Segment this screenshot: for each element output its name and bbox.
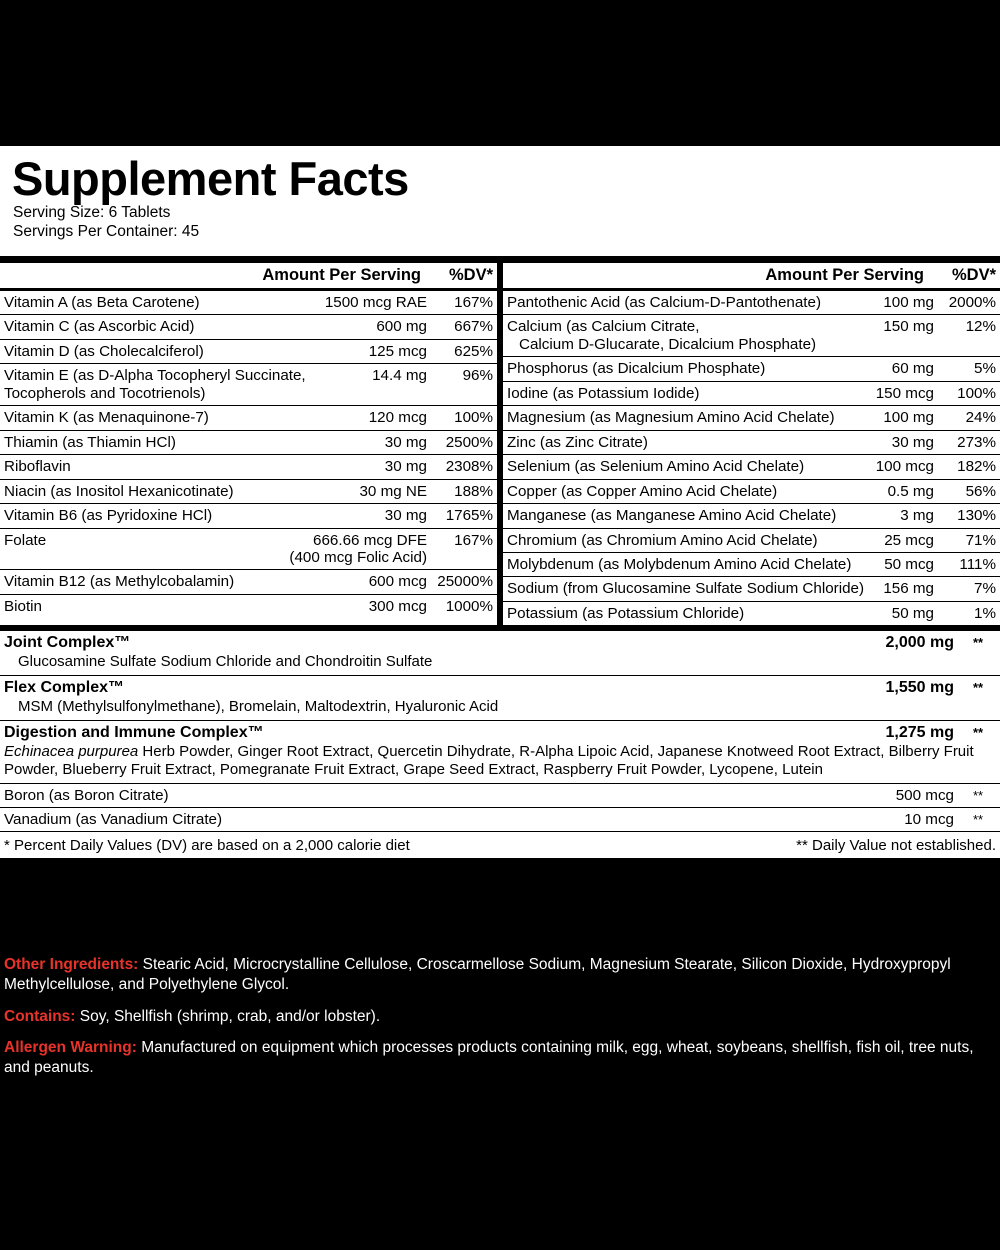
nutrient-dv: ** (972, 812, 984, 828)
blend-name: Digestion and Immune Complex™ (4, 724, 264, 742)
nutrient-name-line2: Tocopherols and Tocotrienols) (4, 384, 206, 402)
nutrient-dv: 2500% (445, 433, 493, 451)
nutrient-dv: 182% (957, 458, 996, 476)
footnotes (0, 832, 1000, 858)
nutrient-amount: 600 mcg (368, 573, 427, 591)
nutrient-amount: 600 mg (376, 318, 427, 336)
table-row (0, 455, 497, 479)
nutrient-dv: 100% (957, 384, 996, 402)
table-row (0, 406, 497, 430)
nutrient-amount: 50 mcg (884, 556, 934, 574)
nutrient-amount: 120 mcg (368, 409, 427, 427)
nutrient-dv: 1000% (445, 597, 493, 615)
nutrient-dv: 1% (974, 604, 996, 622)
nutrient-name: Vanadium (as Vanadium Citrate) (4, 811, 223, 829)
table-row-boron (0, 784, 1000, 808)
nutrient-dv: 625% (454, 342, 493, 360)
nutrient-dv: 56% (965, 482, 996, 500)
blend-amount: 1,275 mg (885, 724, 954, 742)
blend-amount: 1,550 mg (885, 679, 954, 697)
nutrient-column-right (503, 263, 1000, 626)
nutrient-amount-line2: (400 mcg Folic Acid) (289, 549, 427, 567)
nutrient-name (507, 318, 883, 353)
nutrient-name: Biotin (4, 597, 42, 615)
header-amount-per-serving: Amount Per Serving (262, 265, 421, 284)
blend-dv: ** (972, 725, 984, 741)
header-amount-per-serving: Amount Per Serving (765, 265, 924, 284)
table-row (0, 431, 497, 455)
blend-ingredients: Glucosamine Sulfate Sodium Chloride and Chondroitin Sulfate (18, 653, 433, 671)
table-row (0, 340, 497, 364)
nutrient-dv: 2308% (445, 458, 493, 476)
table-row (0, 315, 497, 339)
allergen-warning-text: Manufactured on equipment which processes products containing milk, egg, wheat, soybeans, shellfish, fish oil, tree nuts, and peanuts. (4, 1039, 974, 1077)
nutrient-amount: 150 mg (883, 318, 934, 336)
nutrient-dv: 111% (959, 556, 996, 574)
nutrient-amount: 100 mg (883, 293, 934, 311)
nutrient-name-line2: Calcium D-Glucarate, Dicalcium Phosphate) (519, 335, 817, 353)
nutrient-name: Vitamin B6 (as Pyridoxine HCl) (4, 507, 213, 525)
servings-per-container: Servings Per Container: 45 (13, 222, 200, 240)
nutrient-dv: 167% (454, 531, 493, 549)
nutrient-name: Selenium (as Selenium Amino Acid Chelate) (507, 458, 805, 476)
nutrient-amount: 30 mg (384, 507, 427, 525)
table-row (503, 357, 1000, 381)
nutrient-amount: 50 mg (891, 604, 934, 622)
nutrient-name: Vitamin A (as Beta Carotene) (4, 293, 200, 311)
nutrient-dv: 5% (974, 360, 996, 378)
table-row (0, 480, 497, 504)
nutrient-name: Molybdenum (as Molybdenum Amino Acid Chelate) (507, 556, 852, 574)
nutrient-name-line1: Vitamin E (as D-Alpha Tocopheryl Succinate, (4, 367, 306, 385)
table-row (503, 455, 1000, 479)
serving-size: Serving Size: 6 Tablets (13, 204, 171, 222)
nutrient-name: Vitamin C (as Ascorbic Acid) (4, 318, 195, 336)
nutrient-dv: 1765% (445, 507, 493, 525)
nutrient-dv: 2000% (948, 293, 996, 311)
nutrient-dv: ** (972, 788, 984, 804)
blend-name: Flex Complex™ (4, 679, 125, 697)
table-row (503, 406, 1000, 430)
nutrient-name: Potassium (as Potassium Chloride) (507, 604, 745, 622)
blend-dv: ** (972, 680, 984, 696)
blend-name: Joint Complex™ (4, 634, 131, 652)
nutrient-name: Folate (4, 531, 47, 549)
nutrient-name: Chromium (as Chromium Amino Acid Chelate) (507, 531, 818, 549)
nutrient-amount: 30 mg (891, 433, 934, 451)
nutrient-amount: 150 mcg (875, 384, 934, 402)
nutrient-dv: 7% (974, 580, 996, 598)
nutrient-amount: 100 mcg (875, 458, 934, 476)
contains-text: Soy, Shellfish (shrimp, crab, and/or lobster). (75, 1007, 381, 1025)
nutrient-amount: 3 mg (900, 507, 934, 525)
header-percent-dv: %DV* (951, 265, 996, 284)
nutrient-name: Pantothenic Acid (as Calcium-D-Pantothenate) (507, 293, 822, 311)
nutrient-name: Riboflavin (4, 458, 71, 476)
blend-ingredients: MSM (Methylsulfonylmethane), Bromelain, Maltodextrin, Hyaluronic Acid (18, 698, 499, 716)
blend-dv: ** (972, 635, 984, 651)
page-title: Supplement Facts (12, 152, 409, 205)
nutrient-dv: 71% (965, 531, 996, 549)
nutrient-dv: 24% (965, 409, 996, 427)
blend-header (4, 634, 996, 652)
nutrient-amount (289, 532, 431, 567)
header-percent-dv: %DV* (448, 265, 493, 284)
blend-row-flex-complex (0, 676, 1000, 721)
nutrient-amount: 14.4 mg (372, 367, 427, 385)
other-ingredients-block (4, 955, 996, 995)
footnote-dv-not-established: ** Daily Value not established. (796, 837, 996, 855)
table-row (0, 364, 497, 406)
nutrient-name: Boron (as Boron Citrate) (4, 787, 169, 805)
nutrient-amount: 25 mcg (884, 531, 934, 549)
table-row (503, 602, 1000, 625)
nutrient-amount: 0.5 mg (887, 482, 934, 500)
contains-block (4, 1007, 996, 1027)
table-row (503, 480, 1000, 504)
blend-row-digestion-immune-complex (0, 721, 1000, 784)
nutrient-amount: 30 mg (384, 458, 427, 476)
nutrient-name: Vitamin D (as Cholecalciferol) (4, 342, 204, 360)
nutrient-name-line1: Calcium (as Calcium Citrate, (507, 318, 700, 336)
nutrient-dv: 273% (957, 433, 996, 451)
nutrient-columns (0, 263, 1000, 626)
table-row (503, 431, 1000, 455)
nutrient-name: Thiamin (as Thiamin HCl) (4, 433, 176, 451)
nutrient-amount: 156 mg (883, 580, 934, 598)
other-ingredients-text: Stearic Acid, Microcrystalline Cellulose, Croscarmellose Sodium, Magnesium Stearate, Silicon Dioxide, Hydroxypropyl Methylcellulose, and Polyethylene Glycol. (4, 956, 951, 993)
nutrient-dv: 100% (454, 409, 493, 427)
nutrient-dv: 188% (454, 482, 493, 500)
table-row (503, 382, 1000, 406)
table-row (503, 553, 1000, 577)
table-row-vanadium (0, 808, 1000, 832)
nutrient-amount: 30 mg NE (359, 482, 427, 500)
blend-ingredients (4, 742, 996, 779)
nutrient-name: Manganese (as Manganese Amino Acid Chelate) (507, 507, 837, 525)
table-row (0, 529, 497, 571)
nutrient-name: Vitamin K (as Menaquinone-7) (4, 409, 209, 427)
nutrient-amount: 125 mcg (368, 342, 427, 360)
column-header-left (0, 263, 497, 291)
bottom-text-section (0, 955, 1000, 1090)
nutrient-column-left (0, 263, 497, 626)
nutrient-amount: 300 mcg (368, 597, 427, 615)
allergen-warning-label: Allergen Warning: (4, 1039, 137, 1057)
nutrient-amount: 500 mcg (895, 787, 954, 805)
nutrient-dv: 667% (454, 318, 493, 336)
column-header-right (503, 263, 1000, 291)
table-row (0, 595, 497, 618)
footnote-daily-values: * Percent Daily Values (DV) are based on a 2,000 calorie diet (4, 837, 410, 855)
table-row (503, 577, 1000, 601)
nutrient-dv: 25000% (437, 573, 493, 591)
nutrient-name: Copper (as Copper Amino Acid Chelate) (507, 482, 778, 500)
table-row (0, 570, 497, 594)
table-row (503, 291, 1000, 315)
nutrient-dv: 96% (462, 367, 493, 385)
blend-amount: 2,000 mg (885, 634, 954, 652)
divider-thick-top (0, 256, 1000, 263)
blend-header (4, 724, 996, 742)
nutrient-name: Magnesium (as Magnesium Amino Acid Chelate) (507, 409, 835, 427)
nutrient-name: Iodine (as Potassium Iodide) (507, 384, 700, 402)
blend-ingredient-italic: Echinacea purpurea (4, 743, 139, 761)
nutrient-amount: 1500 mcg RAE (324, 293, 427, 311)
other-ingredients-label: Other Ingredients: (4, 956, 139, 973)
nutrient-name (4, 367, 372, 402)
nutrient-name: Zinc (as Zinc Citrate) (507, 433, 648, 451)
table-row (503, 529, 1000, 553)
nutrient-dv: 167% (454, 293, 493, 311)
blend-ingredient-rest: Herb Powder, Ginger Root Extract, Quercetin Dihydrate, R-Alpha Lipoic Acid, Japanese Knotweed Root Extract, Bilberry Fruit Powder, Blueberry Fruit Extract, Pomegranate Fruit Extract, Grape Seed Extract, Raspberry Fruit Powder, Lycopene, Lutein (4, 743, 974, 779)
table-row (0, 504, 497, 528)
nutrient-dv: 130% (957, 507, 996, 525)
blend-header (4, 679, 996, 697)
nutrient-dv: 12% (965, 318, 996, 336)
nutrient-name: Niacin (as Inositol Hexanicotinate) (4, 482, 234, 500)
nutrient-amount: 60 mg (891, 360, 934, 378)
table-row (0, 291, 497, 315)
nutrient-name: Sodium (from Glucosamine Sulfate Sodium Chloride) (507, 580, 865, 598)
table-row (503, 504, 1000, 528)
nutrient-amount: 30 mg (384, 433, 427, 451)
allergen-warning-block (4, 1038, 996, 1078)
nutrient-amount: 100 mg (883, 409, 934, 427)
supplement-facts-panel (0, 146, 1000, 858)
blend-row-joint-complex (0, 631, 1000, 676)
nutrient-amount: 10 mcg (904, 811, 954, 829)
nutrient-amount-line1: 666.66 mcg DFE (313, 531, 427, 549)
table-row (503, 315, 1000, 357)
nutrient-name: Vitamin B12 (as Methylcobalamin) (4, 573, 235, 591)
nutrient-name: Phosphorus (as Dicalcium Phosphate) (507, 360, 766, 378)
contains-label: Contains: (4, 1007, 76, 1025)
